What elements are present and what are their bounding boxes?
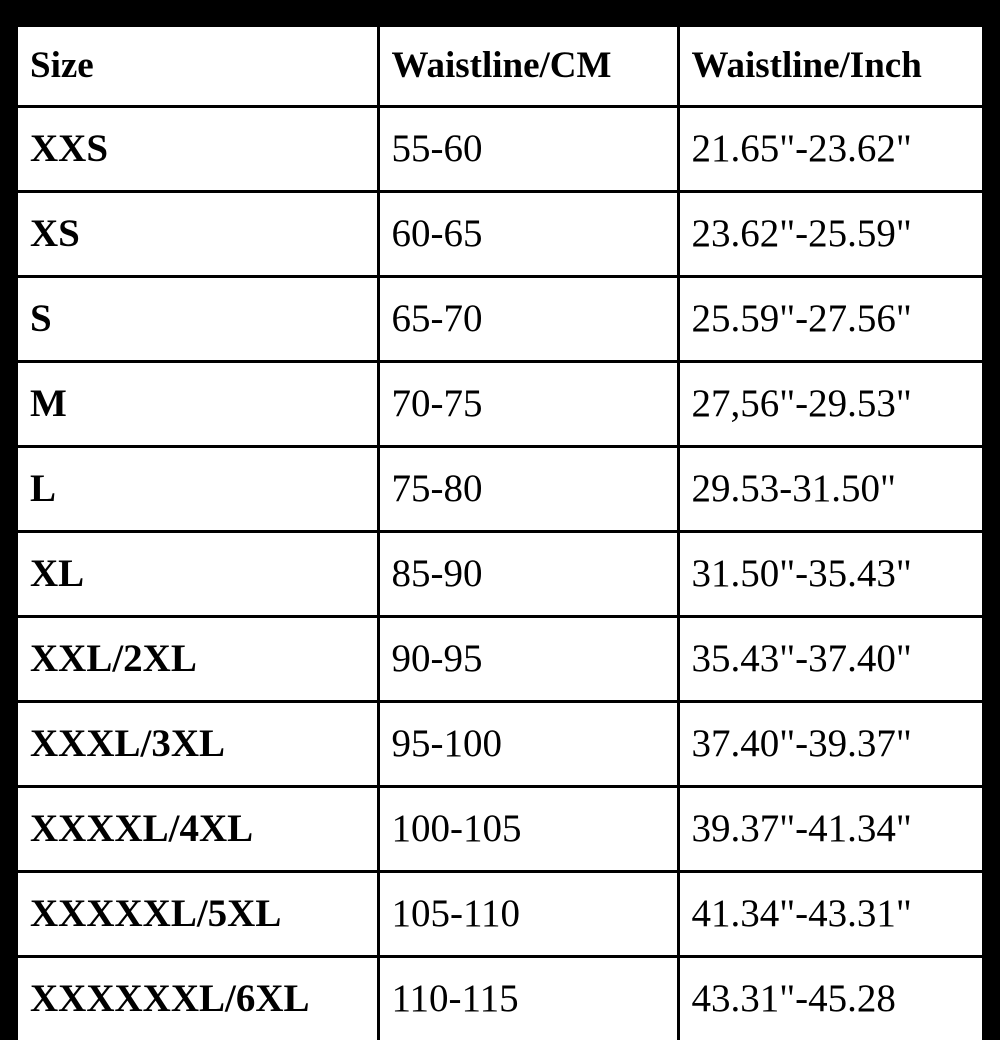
cell-size: XXXL/3XL <box>18 702 378 787</box>
cell-waistline-cm: 75-80 <box>378 447 678 532</box>
size-chart-table <box>18 27 982 1040</box>
cell-waistline-inch: 39.37"-41.34" <box>678 787 982 872</box>
cell-waistline-inch: 25.59"-27.56" <box>678 277 982 362</box>
cell-waistline-cm: 100-105 <box>378 787 678 872</box>
cell-waistline-cm: 110-115 <box>378 957 678 1040</box>
cell-waistline-inch: 23.62"-25.59" <box>678 192 982 277</box>
cell-waistline-inch: 27,56"-29.53" <box>678 362 982 447</box>
cell-waistline-inch: 43.31"-45.28 <box>678 957 982 1040</box>
cell-waistline-cm: 85-90 <box>378 532 678 617</box>
cell-waistline-cm: 70-75 <box>378 362 678 447</box>
cell-waistline-cm: 90-95 <box>378 617 678 702</box>
table-row <box>18 532 982 617</box>
cell-size: XXS <box>18 107 378 192</box>
table-header <box>18 27 982 107</box>
table-row <box>18 447 982 532</box>
cell-size: XXL/2XL <box>18 617 378 702</box>
cell-waistline-cm: 95-100 <box>378 702 678 787</box>
table-row <box>18 702 982 787</box>
cell-size: XS <box>18 192 378 277</box>
cell-size: XXXXXL/5XL <box>18 872 378 957</box>
table-row <box>18 957 982 1040</box>
table-row <box>18 277 982 362</box>
cell-waistline-inch: 29.53-31.50" <box>678 447 982 532</box>
cell-size: S <box>18 277 378 362</box>
cell-waistline-cm: 60-65 <box>378 192 678 277</box>
column-header-waistline-cm: Waistline/CM <box>378 27 678 107</box>
cell-waistline-cm: 65-70 <box>378 277 678 362</box>
cell-size: XL <box>18 532 378 617</box>
table-row <box>18 107 982 192</box>
cell-size: XXXXL/4XL <box>18 787 378 872</box>
cell-waistline-inch: 31.50"-35.43" <box>678 532 982 617</box>
column-header-waistline-inch: Waistline/Inch <box>678 27 982 107</box>
cell-size: L <box>18 447 378 532</box>
table-row <box>18 362 982 447</box>
cell-waistline-cm: 55-60 <box>378 107 678 192</box>
cell-waistline-cm: 105-110 <box>378 872 678 957</box>
column-header-size: Size <box>18 27 378 107</box>
table-row <box>18 617 982 702</box>
table-body <box>18 107 982 1040</box>
cell-size: M <box>18 362 378 447</box>
size-chart-frame <box>13 22 987 978</box>
cell-waistline-inch: 21.65"-23.62" <box>678 107 982 192</box>
cell-waistline-inch: 35.43"-37.40" <box>678 617 982 702</box>
cell-waistline-inch: 37.40"-39.37" <box>678 702 982 787</box>
table-row <box>18 872 982 957</box>
cell-size: XXXXXXL/6XL <box>18 957 378 1040</box>
cell-waistline-inch: 41.34"-43.31" <box>678 872 982 957</box>
table-row <box>18 192 982 277</box>
table-row <box>18 787 982 872</box>
table-header-row <box>18 27 982 107</box>
